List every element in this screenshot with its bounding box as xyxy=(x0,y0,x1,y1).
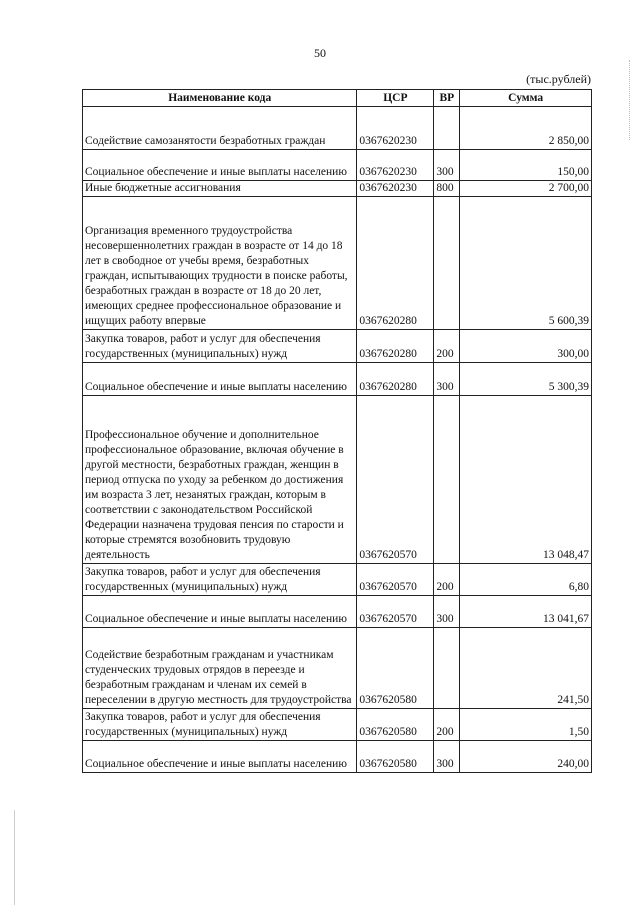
row-name: Организация временного трудоустройства несовершеннолетних граждан в возрасте от 14 до 18 лет в свободное от учебы время, безработных граждан, испытывающих трудности в поиске работы, безработных граждан в возрасте от 18 до 20 лет, имеющих среднее профессиональное образование и ищущих работу впервые xyxy=(83,197,357,330)
row-name: Закупка товаров, работ и услуг для обеспечения государственных (муниципальных) нужд xyxy=(83,330,357,363)
table-row xyxy=(83,709,592,741)
row-vr: 300 xyxy=(434,150,460,181)
row-csr: 0367620230 xyxy=(357,107,434,150)
row-sum: 1,50 xyxy=(460,709,592,741)
row-vr: 300 xyxy=(434,596,460,628)
table-row xyxy=(83,396,592,564)
row-sum: 5 300,39 xyxy=(460,363,592,396)
row-csr: 0367620280 xyxy=(357,363,434,396)
row-sum: 240,00 xyxy=(460,741,592,773)
table-row xyxy=(83,596,592,628)
row-vr: 300 xyxy=(434,363,460,396)
row-vr xyxy=(434,628,460,709)
row-name: Закупка товаров, работ и услуг для обеспечения государственных (муниципальных) нужд xyxy=(83,564,357,596)
table-row xyxy=(83,181,592,197)
units-label: (тыс.рублей) xyxy=(526,72,591,86)
budget-table xyxy=(82,89,592,773)
row-vr: 200 xyxy=(434,709,460,741)
row-csr: 0367620570 xyxy=(357,564,434,596)
row-vr: 300 xyxy=(434,741,460,773)
row-name: Содействие безработным гражданам и участникам студенческих трудовых отрядов в переезде и безработным гражданам и членам их семей в переселении в другую местность для трудоустройства xyxy=(83,628,357,709)
row-name: Профессиональное обучение и дополнительное профессиональное образование, включая обучение в другой местности, безработных граждан, женщин в период отпуска по уходу за ребенком до достижения им возраста 3 лет, незанятых граждан, которым в соответствии с законодательством Российской Федерации назначена трудовая пенсия по старости и которые стремятся возобновить трудовую деятельность xyxy=(83,396,357,564)
scan-margin-marks xyxy=(629,60,636,140)
table-row xyxy=(83,363,592,396)
table-row xyxy=(83,197,592,330)
header-sum: Сумма xyxy=(460,90,592,107)
row-sum: 5 600,39 xyxy=(460,197,592,330)
row-sum: 241,50 xyxy=(460,628,592,709)
header-csr: ЦСР xyxy=(357,90,434,107)
table-row xyxy=(83,564,592,596)
row-name: Иные бюджетные ассигнования xyxy=(83,181,357,197)
row-name: Социальное обеспечение и иные выплаты населению xyxy=(83,150,357,181)
header-name: Наименование кода xyxy=(83,90,357,107)
row-vr xyxy=(434,197,460,330)
row-vr: 800 xyxy=(434,181,460,197)
row-name: Закупка товаров, работ и услуг для обеспечения государственных (муниципальных) нужд xyxy=(83,709,357,741)
row-csr: 0367620230 xyxy=(357,150,434,181)
scan-margin-line xyxy=(14,810,15,905)
page-number: 50 xyxy=(314,46,326,60)
row-sum: 150,00 xyxy=(460,150,592,181)
row-name: Социальное обеспечение и иные выплаты населению xyxy=(83,741,357,773)
table-row xyxy=(83,628,592,709)
row-csr: 0367620580 xyxy=(357,741,434,773)
row-csr: 0367620280 xyxy=(357,197,434,330)
row-name: Содействие самозанятости безработных граждан xyxy=(83,107,357,150)
row-vr: 200 xyxy=(434,564,460,596)
row-name: Социальное обеспечение и иные выплаты населению xyxy=(83,596,357,628)
table-header-row xyxy=(83,90,592,107)
row-name: Социальное обеспечение и иные выплаты населению xyxy=(83,363,357,396)
row-csr: 0367620570 xyxy=(357,396,434,564)
row-vr xyxy=(434,396,460,564)
table-row xyxy=(83,150,592,181)
row-vr xyxy=(434,107,460,150)
row-sum: 2 850,00 xyxy=(460,107,592,150)
row-sum: 6,80 xyxy=(460,564,592,596)
table-row xyxy=(83,741,592,773)
row-csr: 0367620230 xyxy=(357,181,434,197)
table-row xyxy=(83,107,592,150)
header-vr: ВР xyxy=(434,90,460,107)
table-row xyxy=(83,330,592,363)
row-csr: 0367620580 xyxy=(357,628,434,709)
row-csr: 0367620570 xyxy=(357,596,434,628)
row-csr: 0367620280 xyxy=(357,330,434,363)
row-sum: 300,00 xyxy=(460,330,592,363)
row-sum: 13 048,47 xyxy=(460,396,592,564)
row-csr: 0367620580 xyxy=(357,709,434,741)
row-sum: 13 041,67 xyxy=(460,596,592,628)
row-vr: 200 xyxy=(434,330,460,363)
row-sum: 2 700,00 xyxy=(460,181,592,197)
